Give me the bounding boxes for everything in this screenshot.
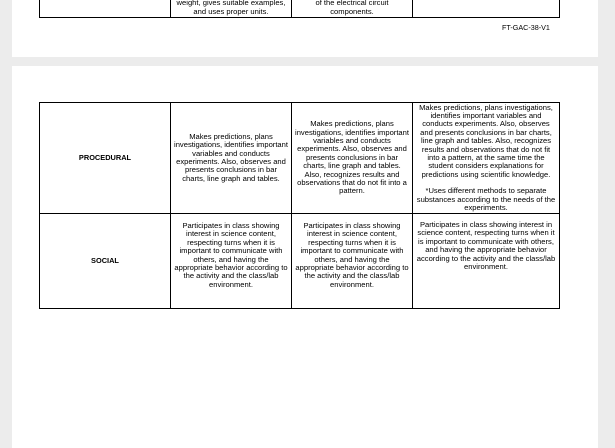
table-cell: weight, gives suitable examples, and uses proper units.	[171, 0, 292, 18]
cell-text: Makes predictions, plans investigations, identifies important variables and conducts experiments. Also, observes and presents conclusions in bar charts, line graph and tables. Also, recognizes results and observations that do not fit into a pattern, at the same time the student considers explanations for predictions using scientific knowledge.	[419, 102, 553, 179]
table-cell	[40, 0, 171, 18]
table-cell: Participates in class showing interest in science content, respecting turns when it is important to communicate with others, and having the appropriate behavior according to the activity and the class/lab environment.	[413, 214, 560, 309]
table-cell: Participates in class showing interest in science content, respecting turns when it is important to communicate with others, and having the appropriate behavior according to the activity and the class/lab environment.	[171, 214, 292, 309]
table-cell: Makes predictions, plans investigations, identifies important variables and conducts experiments. Also, observes and presents conclusions in bar charts, line graph and tables.	[171, 103, 292, 214]
document-code: FT-GAC-38-V1	[502, 23, 550, 32]
table-row-social	[40, 214, 560, 309]
table-cell	[413, 0, 560, 18]
table-cell	[413, 103, 560, 214]
table-cell: of the electrical circuit components.	[292, 0, 413, 18]
table-row-procedural	[40, 103, 560, 214]
rubric-table	[39, 102, 560, 309]
table-row	[40, 0, 560, 18]
row-label-procedural: PROCEDURAL	[40, 103, 171, 214]
cell-note: *Uses different methods to separate substances according to the needs of the experiments.	[416, 186, 556, 213]
table-cell: Participates in class showing interest in science content, respecting turns when it is important to communicate with others, and having the appropriate behavior according to the activity and the class/lab environment.	[292, 214, 413, 309]
table-cell: Makes predictions, plans investigations, identifies important variables and conducts experiments. Also, observes and presents conclusions in bar charts, line graph and tables. Also, recognizes results and observations that do not fit into a pattern.	[292, 103, 413, 214]
row-label-social: SOCIAL	[40, 214, 171, 309]
page-1-bottom	[12, 0, 598, 57]
rubric-table-fragment	[39, 0, 560, 18]
page-2	[12, 66, 598, 448]
